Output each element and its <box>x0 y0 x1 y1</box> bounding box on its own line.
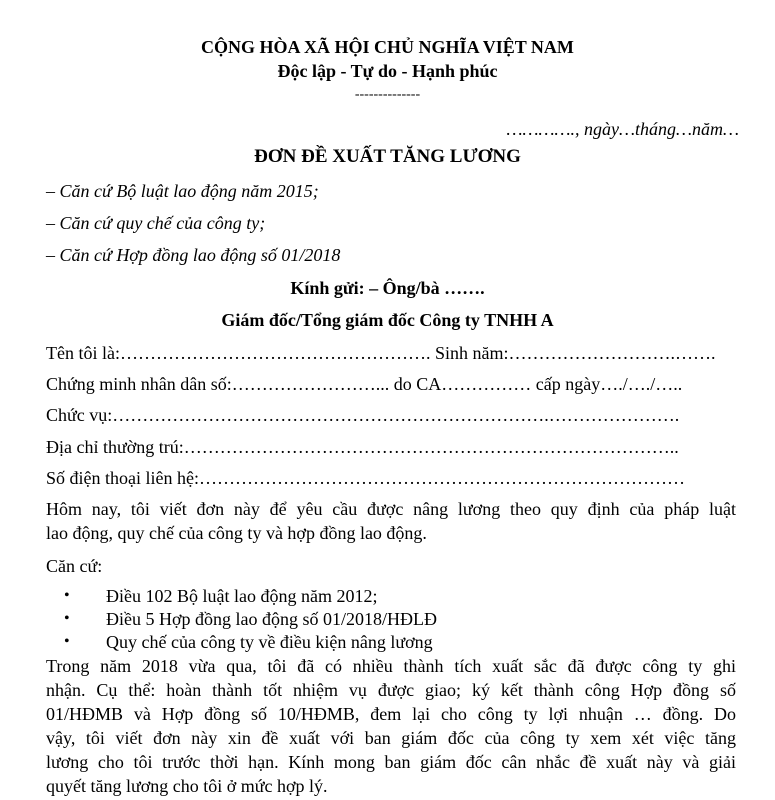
phone-field: Số điện thoại liên hệ:……………………………………………………………………… <box>46 468 685 488</box>
recipient-line: Kính gửi: – Ông/bà ……. <box>290 278 485 298</box>
basis-line: – Căn cứ Bộ luật lao động năm 2015; <box>46 181 319 201</box>
body-line: quyết tăng lương cho tôi ở mức hợp lý. <box>46 776 328 796</box>
grounds-label: Căn cứ: <box>46 556 103 576</box>
id-card-field: Chứng minh nhân dân số:……………………... do CA…………… cấp ngày…./…./….. <box>46 374 683 394</box>
bullet-icon: • <box>64 633 70 650</box>
basis-line: – Căn cứ quy chế của công ty; <box>46 213 266 233</box>
basis-line: – Căn cứ Hợp đồng lao động số 01/2018 <box>46 245 341 265</box>
intro-line: lao động, quy chế của công ty và hợp đồng lao động. <box>46 523 427 543</box>
country-heading: CỘNG HÒA XÃ HỘI CHỦ NGHĨA VIỆT NAM <box>201 37 574 57</box>
position-field: Chức vụ:……………………………………………………………….…………………. <box>46 405 680 425</box>
date-line: …………., ngày…tháng…năm… <box>506 119 739 139</box>
intro-line: Hôm nay, tôi viết đơn này để yêu cầu được nâng lương theo quy định của pháp luật <box>46 499 736 519</box>
bullet-icon: • <box>64 587 70 604</box>
body-line: 01/HĐMB và Hợp đồng số 10/HĐMB, đem lại cho công ty lợi nhuận … đồng. Do <box>46 704 736 724</box>
ground-item: Quy chế của công ty về điều kiện nâng lương <box>106 632 433 652</box>
name-field: Tên tôi là:……………………………………………. Sinh năm:……………………….……. <box>46 343 716 363</box>
recipient-company: Giám đốc/Tổng giám đốc Công ty TNHH A <box>221 310 554 330</box>
body-line: Trong năm 2018 vừa qua, tôi đã có nhiều thành tích xuất sắc đã được công ty ghi <box>46 656 736 676</box>
document-title: ĐƠN ĐỀ XUẤT TĂNG LƯƠNG <box>254 146 521 167</box>
bullet-icon: • <box>64 610 70 627</box>
motto: Độc lập - Tự do - Hạnh phúc <box>277 61 498 81</box>
motto-divider: -------------- <box>354 87 421 102</box>
body-line: nhận. Cụ thể: hoàn thành tốt nhiệm vụ được giao; ký kết thành công Hợp đồng số <box>46 680 736 700</box>
ground-item: Điều 102 Bộ luật lao động năm 2012; <box>106 586 378 606</box>
address-field: Địa chỉ thường trú:……………………………………………………………………….. <box>46 437 679 457</box>
ground-item: Điều 5 Hợp đồng lao động số 01/2018/HĐLĐ <box>106 609 437 629</box>
body-line: vậy, tôi viết đơn này xin đề xuất với ban giám đốc của công ty xem xét việc tăng <box>46 728 736 748</box>
body-line: lương cho tôi trước thời hạn. Kính mong ban giám đốc cân nhắc đề xuất này và giải <box>46 752 736 772</box>
